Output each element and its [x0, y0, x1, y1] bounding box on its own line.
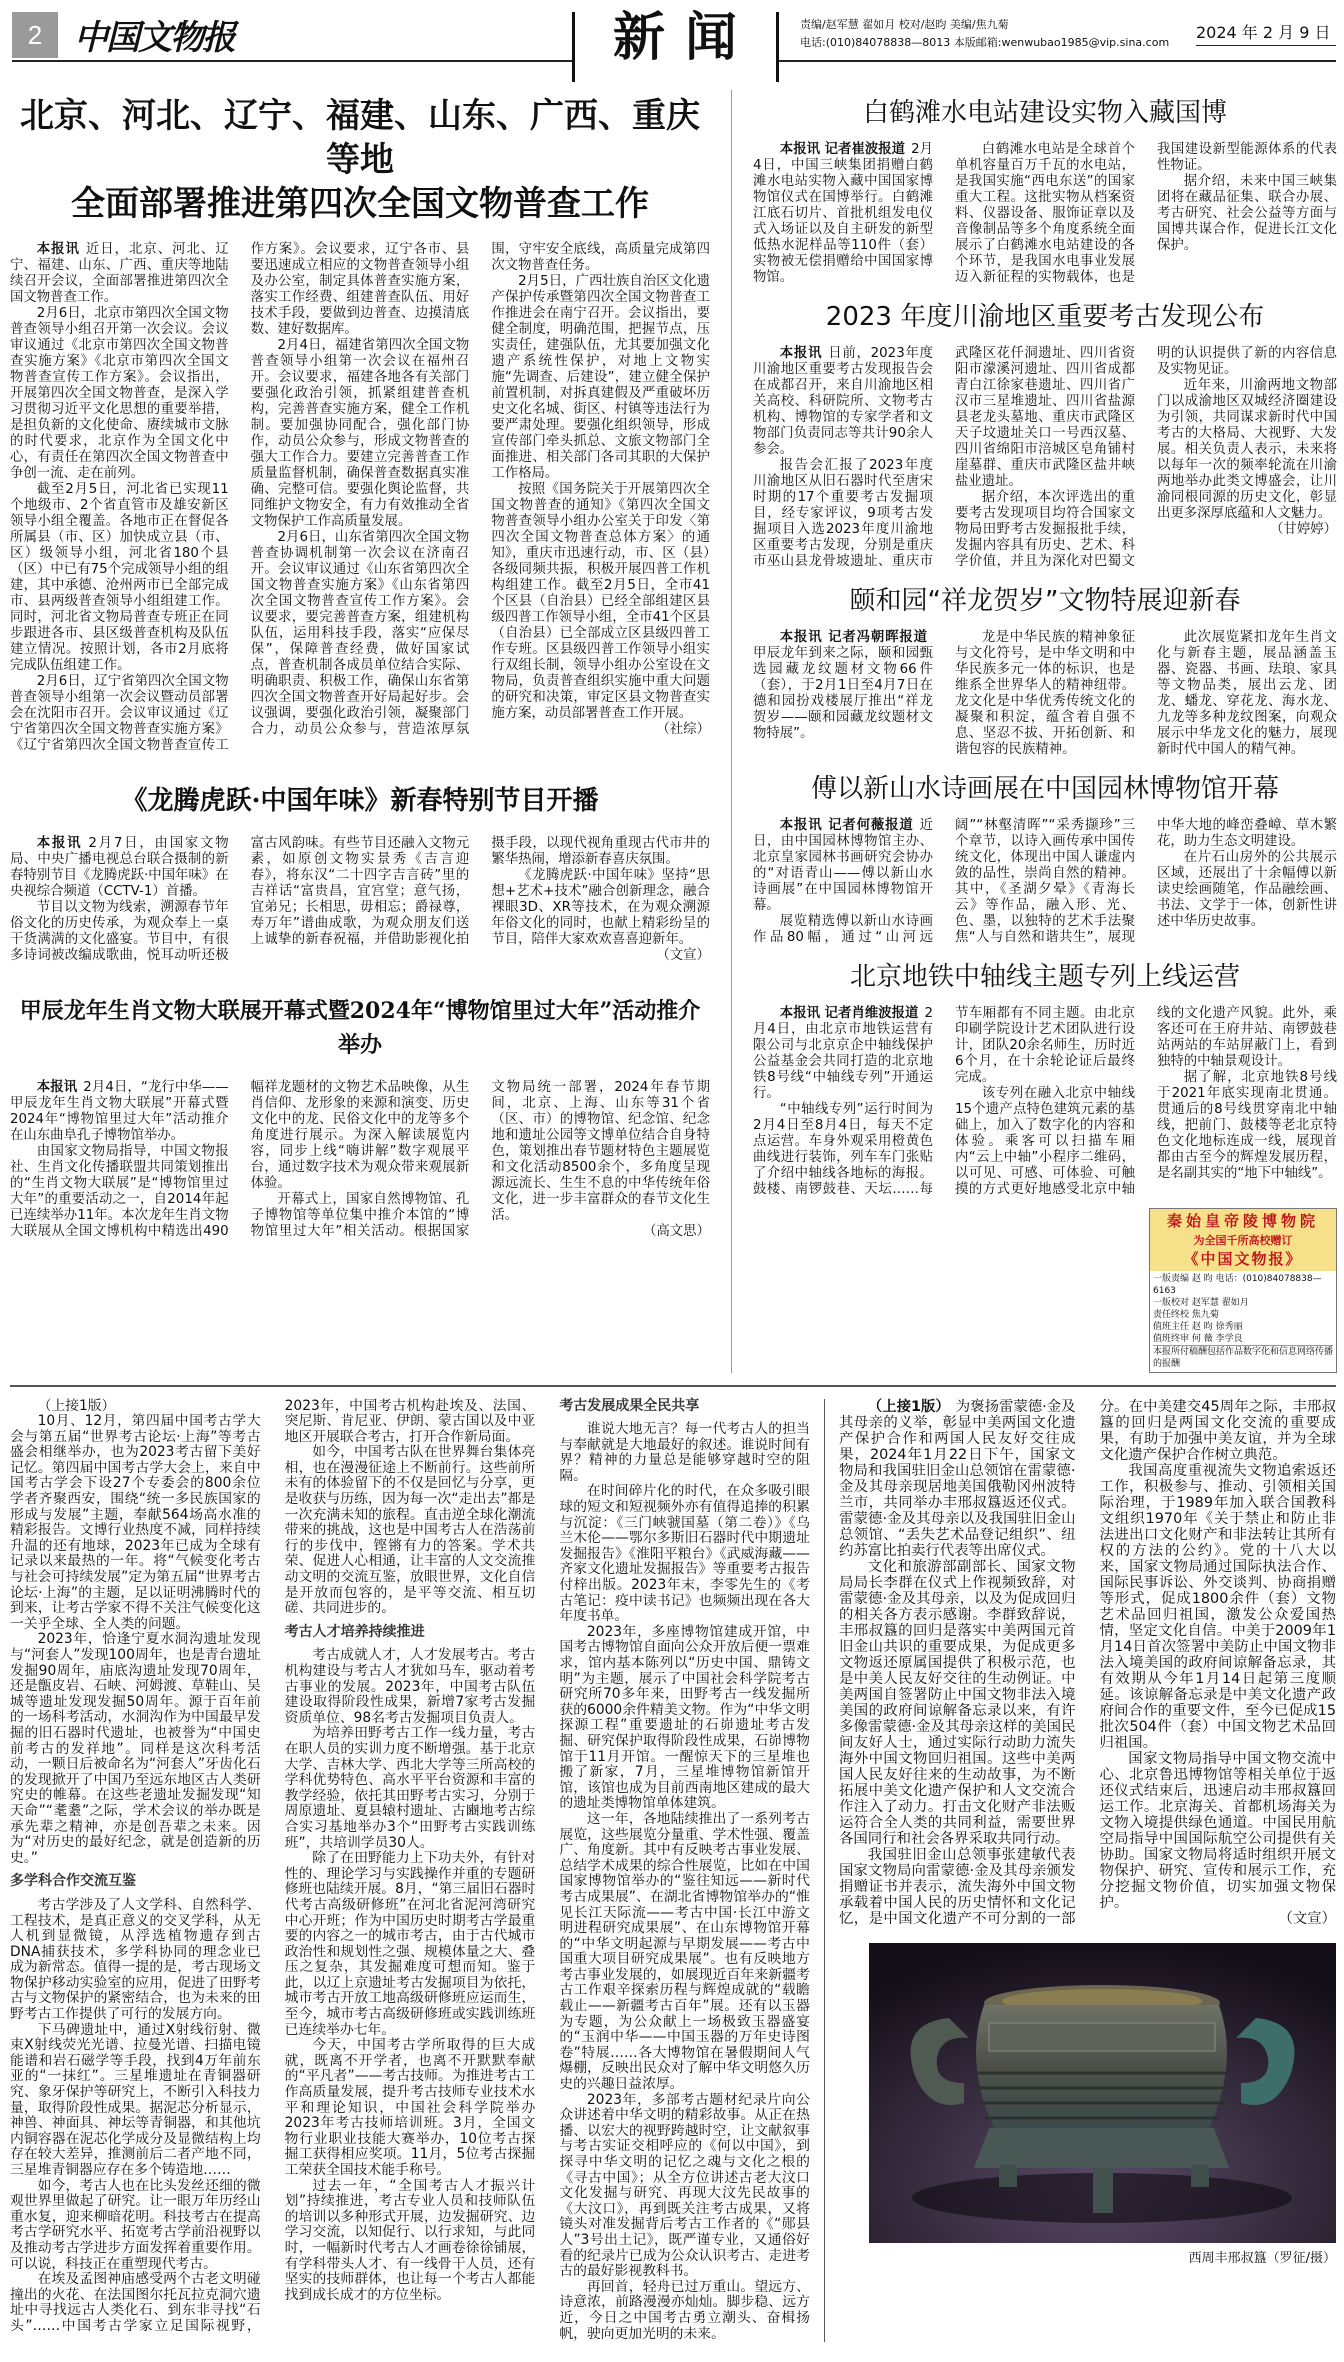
paragraph: 为培养田野考古工作一线力量，考古在职人员的实训力度不断增强。基于北京大学、吉林大学、西北大学等三所高校的学科优势特色、高水平平台资源和丰富的教学经验，依托其田野考古实习，分别于周原遗址、夏县辕村遗址、古豳地考古综合实习基地举办3个“田野考古实践训练班”，共培训学员30人。 — [284, 1725, 536, 1851]
paragraph: 这一年，各地陆续推出了一系列考古展览，这些展览分量重、学术性强、覆盖广、角度新。其中有反映考古事业发展、总结学术成果的综合性展览，比如在中国国家博物馆举办的“鉴往知远——新时代考古成果展”、在湖北省博物馆举办的“惟见长江天际流——考古中国·长江中游文明进程研究成果展”、在山东博物馆开幕的“中华文明起源与早期发展——考古中国重大项目研究成果展”。也有反映地方考古事业发展的，如展现近百年来新疆考古工作艰辛探索历程与辉煌成就的“载瞻载止——新疆考古百年”展。还有以玉器为专题，为公众献上一场极致玉器盛宴的“玉润中华——中国玉器的万年史诗图卷”特展……各大博物馆在暑假期间人气爆棚，反映出民众对了解中华文明悠久历史的兴趣日益浓厚。 — [559, 1810, 810, 2093]
paragraph — [753, 142, 933, 286]
paragraph-text: 2月4日，由北京市地铁运营有限公司与北京京企中轴线保护公益基金会共同打造的北京地铁8号线“中轴线专列”开通运行。 — [753, 1006, 933, 1101]
dateline: 本报讯 记者肖维波报道 — [779, 1006, 919, 1021]
staff-row: 一版责编 赵 昀 电话：(010)84078838—6163 — [1153, 1274, 1322, 1296]
paragraph: 如今，中国考古队在世界舞台集体亮相，也在漫漫征途上不断前行。这些前所未有的体验留下的不仅是回忆与分享，更是收获与历练，因为每一次“走出去”都是一次充满未知的旅程。直击逆全球化潮流带来的挑战，这也是中国考古人在浩荡前行的步伐中，铿锵有力的答案。学术共荣、促进人心相通，让丰富的人文交流推动文明的交流互鉴，放眼世界，文化自信是开放而包容的，是平等交流、相互切磋、共同进步的。 — [284, 1444, 536, 1617]
section-subhead: 多学科合作交流互鉴 — [10, 1873, 136, 1890]
archaeology-review — [10, 1399, 810, 2343]
editors-line: 责编/赵军慧 翟如月 校对/赵昀 美编/焦九菊 — [800, 18, 1009, 31]
paragraph: 开幕式上，国家自然博物馆、孔子博物馆等单位集中推介本馆的“博物馆里过大年”相关活动。根据国家文物局统一部署，2024年春节期间，北京、上海、山东等31个省（区、市）的博物馆、纪念馆、纪念地和遗址公园等文博单位结合自身特色，策划推出春节题材特色主题展览和文化活动8500余个，多角度呈现源远流长、生生不息的中华传统年俗文化，进一步丰富群众的春节文化生活。 — [250, 1080, 710, 1239]
column-divider — [824, 1399, 825, 2343]
fu-yixin-body — [753, 818, 1337, 946]
paragraph: 下马碑遗址中，通过X射线衍射、微束X射线荧光光谱、拉曼光谱、扫描电镜能谱和岩石磁学等手段，找到4万年前东亚的“一抹红”。三星堆遗址在青铜器研究、象牙保护等研究上，不断引入科技力量，取得阶段性成果。据泥芯分析显示，神兽、神面具、神坛等青铜器，和其他坑内铜容器在泥芯化学成分及显微结构上均存在较大差异，推测前后二者产地不同，三星堆青铜器应存在多个铸造地…… — [10, 2021, 261, 2178]
paragraph: 在埃及孟图神庙感受两个古老文明碰撞出的火花、在法国图尔托瓦拉克洞穴遗址中寻找远古人类化石、到东非寻找“石头”……中国考古学家立足国际视野，2023年，中国考古机构赴埃及、法国、突尼斯、肯尼亚、伊朗、蒙古国以及中亚地区开展联合考古，打开合作新局面。 — [10, 1397, 536, 2334]
paragraph — [10, 242, 229, 306]
left-stories — [10, 90, 710, 1240]
paper-logo: 中国文物报 — [74, 18, 234, 58]
paragraph — [753, 818, 933, 914]
issue-date: 2024 年 2 月 9 日 — [1196, 20, 1336, 46]
dateline: 本报讯 — [36, 1080, 78, 1095]
paragraph — [753, 1006, 933, 1102]
sichuan-chongqing-body — [753, 346, 1337, 570]
paragraph: 再回首，轻舟已过万重山。望远方、诗意浓，前路漫漫亦灿灿。脚步稳、远方近，今日之中国考古勇立潮头、奋楫扬帆，驶向更加光明的未来。 — [559, 2278, 810, 2342]
bottom-half — [10, 1399, 1336, 2343]
paragraph: 2月4日，福建省第四次全国文物普查领导小组第一次会议在福州召开。会议要求，福建各地各有关部门要强化政治引领，抓紧组建普查机构，完善普查实施方案，健全工作机制。要加强协同配合，强化部门协作，动员公众参与，形成文物普查的强大工作合力。要建立完善普查工作质量监督机制，确保普查数据真实准确、完整可信。要强化舆论监督，共同维护文物安全，有力有效推动全省文物保护工作高质量发展。 — [250, 338, 470, 529]
paragraph — [753, 346, 933, 458]
paragraph: 过去一年，“全国考古人才振兴计划”持续推进，考古专业人员和技师队伍的培训以多种形式开展，边发掘研究、边学习交流，以知促行、以行求知，与此同时，一幅新时代考古人才画卷徐徐铺展，有学科带头人才、有一线骨干人员，还有坚实的技师群体，也让每一个考古人都能找到成长成才的方位坐标。 — [284, 2177, 536, 2303]
paragraph-text: 2月4日，“龙行中华——甲辰龙年生肖文物大联展”开幕式暨2024年“博物馆里过大年”活动推介在山东曲阜孔子博物馆举办。 — [10, 1080, 229, 1143]
paragraph — [10, 1080, 229, 1144]
paragraph — [839, 1399, 1076, 1559]
paragraph: 2023年，多座博物馆建成开馆，中国考古博物馆自面向公众开放后便一票难求，馆内基本陈列以“历史中国、鼎铸文明”为主题，展示了中国社会科学院考古研究所70多年来，田野考古一线发掘所获的6000余件精美文物。作为“中华文明探源工程”重要遗址的石峁遗址考古发掘、研究保护取得阶段性成果，石峁博物馆于11月开馆。一醒惊天下的三星堆也搬了新家，7月，三星堆博物馆新馆开馆，该馆也成为目前西南地区建成的最大的遗址类博物馆单体建筑。 — [559, 1623, 810, 1812]
bronze-gui-photo — [869, 1943, 1336, 2243]
bronze-gui-image — [869, 1943, 1336, 2243]
paragraph: 2月5日，广西壮族自治区文化遗产保护传承暨第四次全国文物普查工作推进会在南宁召开。会议指出，要健全制度，明确范围，把握节点，压实责任，建强队伍，尤其要加强文化遗产系统性保护，对地上文物实施“先调查、后建设”，建立健全保护前置机制，对拆真建假及严重破坏历史文化名城、街区、村镇等违法行为要严肃处理。要强化组织领导，形成宣传部门牵头抓总、文旅文物部门全面推进、相关部门各司其职的大保护工作格局。 — [491, 274, 710, 481]
paragraph: 谁说大地无言？每一代考古人的担当与奉献就是大地最好的叙述。谁说时间有界？精神的力量总是能够穿越时空的阻隔。 — [559, 1421, 810, 1484]
paragraph — [10, 836, 229, 900]
column-divider — [731, 90, 732, 1373]
tv-special-body — [10, 836, 710, 964]
dateline: （上接1版） — [867, 1398, 950, 1415]
paragraph: 2月6日，山东省第四次全国文物普查协调机制第一次会议在济南召开。会议审议通过《山东省第四次全国文物普查实施方案》《山东省第四次全国文物普查宣传工作方案》。会议要求，要完善普查方案，组建机构队伍，运用科技手段，落实“应保尽保”，保障普查经费，做好国家试点，普查机制各成员单位结合实际、明确职责、积极工作，确保山东省第四次全国文物普查开好局起好步。会议强调，要强化政治引领，凝聚部门合力，动员公众参与，营造浓厚氛围，守牢安全底线，高质量完成第四次文物普查任务。 — [250, 242, 710, 737]
paragraph-text: 近日，由中国园林博物馆主办、北京皇家园林书画研究会协办的“对语青山——傅以新山水诗画展”在中国园林博物馆开幕。 — [753, 818, 933, 913]
paragraph: 龙是中华民族的精神象征与文化符号，是中华文明和中华民族多元一体的标识，也是维系全世界华人的精神纽带。龙文化是中华优秀传统文化的凝聚和积淀，蕴含着自强不息、坚忍不拔、开拓创新、和谐包容的民族精神。 — [955, 630, 1135, 757]
paragraph: “中轴线专列”运行时间为2月4日至8月4日，每天不定点运营。车身外观采用橙黄色曲线进行装饰，列车车门张贴了介绍中轴线各地标的海报。鼓楼、南锣鼓巷、天坛……每节车厢都有不同主题。由北京印刷学院设计艺术团队进行设计，团队20余名师生，历时近6个月，在十余轮论证后最终完成。 — [753, 1006, 1135, 1197]
paragraph-text: 近日，北京、河北、辽宁、福建、山东、广西、重庆等地陆续召开会议，全面部署推进第四次全国文物普查工作。 — [10, 242, 229, 305]
header-divider-right — [776, 12, 779, 82]
gui-return-body — [839, 1399, 1336, 1927]
paragraph: 由国家文物局指导，中国文物报社、生肖文化传播联盟共同策划推出的“生肖文物大联展”是“博物馆里过大年”的重要活动之一，自2014年起已连续举办11年。本次龙年生肖文物大联展从全国文博机构中精选出490幅祥龙题材的文物艺术品映像，从生肖信仰、龙形象的来源和演变、历史文化中的龙、民俗文化中的龙等多个角度进行展示。为深入解读展览内容，同步上线“嗨讲解”数字观展平台，通过数字技术为观众带来观展新体验。 — [10, 1080, 470, 1239]
paragraph: 在片石山房外的公共展示区域，还展出了十余幅傅以新读史绘画随笔，作品融绘画、书法、文学于一体，创新性讲述中华历史故事。 — [1157, 850, 1337, 929]
dateline: 本报讯 记者崔波报道 — [779, 142, 906, 157]
section-subhead: 考古发展成果全民共享 — [559, 1397, 700, 1414]
right-stories — [753, 90, 1337, 1373]
baihetan-body — [753, 142, 1337, 286]
page-number: 2 — [12, 12, 58, 58]
section-title: 新闻 — [612, 7, 757, 68]
subway-headline: 北京地铁中轴线主题专列上线运营 — [849, 962, 1240, 992]
paragraph: 2023年，恰逢宁夏水洞沟遗址发现与“河套人”发现100周年，也是青台遗址发掘90周年，庙底沟遗址发现70周年，还是甑皮岩、石峡、河姆渡、草鞋山、吴城等遗址发现发掘50周年。源于百年前的一场科考活动，水洞沟作为中国最早发掘的旧石器时代遗址，也被誉为“中国史前考古的发祥地”。同样是这次科考活动，一颗日后被命名为“河套人”牙齿化石的发现掀开了中国乃至远东地区古人类研究史的帷幕。在这些老遗址发掘发现“知天命”“耄耋”之际，学术会议的举办既是承先辈之精神，亦是创吾辈之未来。因为“对历史的最好纪念，就是创造新的历史。” — [10, 1631, 261, 1866]
staff-row: 责任终校 焦九菊 — [1153, 1310, 1219, 1320]
byline: （文宣） — [1278, 1910, 1336, 1927]
paragraph: 展览精选傅以新山水诗画作品80幅，通过“山河远阔”“林壑清晖”“采秀撷珍”三个章节，以诗入画传承中国传统文化，体现出中国人谦虚内敛的品性，崇尚自然的精神。其中，《圣湖夕晕》《青海长云》等作品，融入形、光、色、墨，以独特的艺术手法聚焦“人与自然和谐共生”，展现中华大地的峰峦叠嶂、草木繁花，助力生态文明建设。 — [753, 818, 1337, 945]
byline: （高文思） — [643, 1224, 710, 1239]
ad-banner — [1150, 1209, 1336, 1271]
paragraph: 今天，中国考古学所取得的巨大成就，既离不开学者，也离不开默默奉献的“平凡者”——考古技师。为推进考古工作高质量发展，提升考古技师专业技术水平和理论知识，中国社会科学院举办2023年考古技师培训班。3月，全国文物行业职业技能大赛举办，10位考古探掘工获得相应奖项。11月，5位考古探掘工荣获全国技术能手称号。 — [284, 2037, 536, 2178]
dateline: 本报讯 记者冯朝晖报道 — [779, 630, 927, 645]
paragraph-text: 甲辰龙年到来之际，颐和园甄选园藏龙纹题材文物66件（套），于2月1日至4月7日在德和园扮戏楼展厅推出“祥龙贺岁——颐和园藏龙纹题材文物特展”。 — [753, 646, 933, 741]
lead-headline — [10, 94, 710, 226]
paragraph: 近年来，川渝两地文物部门以成渝地区双城经济圈建设为引领，共同谋求新时代中国考古的大格局、大视野、大发展。相关负责人表示，未来将以每年一次的频率轮流在川渝两地举办此类文博盛会，让川渝同根同源的历史文化，彰显出更多深厚底蕴和人文魅力。 — [1157, 378, 1337, 521]
paragraph-text: 日前，2023年度川渝地区重要考古发现报告会在成都召开，来自川渝地区相关高校、科研院所、文物考古机构、博物馆的专家学者和文物部门负责同志等共计90余人参会。 — [753, 346, 933, 457]
paragraph: 考古成就人才，人才发展考古。考古机构建设与考古人才犹如马车，驱动着考古事业的发展。2023年，中国考古队伍建设取得阶段性成果，新增7家考古发掘资质单位、98名考古发掘项目负责人。 — [284, 1647, 536, 1726]
paragraph-text: 2月4日，中国三峡集团捐赠白鹤滩水电站实物入藏中国国家博物馆仪式在国博举行。白鹤滩江底石切片、首批机组发电仪式入场证以及自主研发的新型低热水泥样品等110件（套）实物被无偿捐赠给中国国家博物馆。 — [753, 142, 933, 285]
ad-subtitle: 为全国千所高校赠订 — [1193, 1234, 1293, 1247]
paragraph-text: 为褒扬雷蒙德·金及其母亲的义举，彰显中美两国文化遗产保护合作和两国人民友好交往成果，2024年1月22日下午，国家文物局和我国驻旧金山总领馆在雷蒙德·金及其母亲现居地美国俄勒冈州波特兰市，共同举办丰邢叔簋返还仪式。雷蒙德·金及其母亲以及我国驻旧金山总领馆、“丢失艺术品登记组织”、纽约苏富比拍卖行代表等出席仪式。 — [839, 1398, 1076, 1559]
archaeology-review-body — [10, 1399, 810, 2343]
paragraph: 按照《国务院关于开展第四次全国文物普查的通知》《第四次全国文物普查领导小组办公室关于印发〈第四次全国文物普查总体方案〉的通知》，重庆市迅速行动，市、区（县）各级同频共振，积极开展四普工作机构组建工作。截至2月5日，全市41个区县（自治县）已经全部组建区县级四普工作领导小组，全市41个区县（自治县）已全部成立区县级四普工作专班。区县级四普工作领导小组实行双组长制，领导小组办公室设在文物局，负责普查组织实施中重大问题的研究和决策，审定区县文物普查实施方案，动员部署普查工作开展。 — [491, 482, 710, 721]
paragraph — [753, 630, 933, 742]
staff-row: 一版校对 赵军慧 翟如月 — [1153, 1298, 1249, 1308]
staff-row: 值班终审 何 薇 李学良 — [1153, 1334, 1243, 1344]
zodiac-exhibition-headline: 甲辰龙年生肖文物大联展开幕式暨2024年“博物馆里过大年”活动推介举办 — [19, 998, 701, 1058]
ad-paper-name: 《中国文物报》 — [1183, 1250, 1303, 1268]
tv-special-headline: 《龙腾虎跃·中国年味》新春特别节目开播 — [121, 786, 599, 816]
dateline: 本报讯 — [779, 346, 823, 361]
baihetan-headline: 白鹤滩水电站建设实物入藏国博 — [862, 98, 1227, 128]
paragraph: 白鹤滩水电站是全球首个单机容量百万千瓦的水电站，是我国实施“西电东送”的国家重大工程。这批实物从档案资料、仪器设备、服饰证章以及音像制品等多个角度系统全面展示了白鹤滩水电站建设的各个环节，是我国水电事业发展迈入新征程的实物载体，也是我国建设新型能源体系的代表性物证。 — [955, 142, 1337, 285]
contact-line: 电话:(010)84078838—8013 本版邮箱:wenwubao1985@vip.sina.com — [800, 36, 1170, 49]
page-fold-rule — [10, 1385, 1336, 1387]
masthead — [0, 0, 1344, 84]
paragraph: 2月6日，北京市第四次全国文物普查领导小组召开第一次会议。会议审议通过《北京市第四次全国文物普查实施方案》《北京市第四次全国文物普查宣传工作方案》。会议指出，开展第四次全国文物普查，是深入学习贯彻习近平文化思想的重要举措，是担负新的文化使命、赓续城市文脉的时代要求，北京作为全国文化中心，有责任在第四次全国文物普查中争创一流、走在前列。 — [10, 306, 229, 481]
subway-body — [753, 1006, 1337, 1198]
paragraph: 该专列在融入北京中轴线15个遗产点特色建筑元素的基础上，加入了数字化的内容和体验。乘客可以扫描车厢内“云上中轴”小程序二维码，以可见、可感、可体验、可触摸的方式更好地感受北京中轴线的文化遗产风貌。此外，乘客还可在王府井站、南锣鼓巷站两站的车站屏蔽门上，看到独特的中轴景观设计。 — [955, 1006, 1337, 1197]
paragraph: 据了解，北京地铁8号线于2021年底实现南北贯通。贯通后的8号线贯穿南北中轴线，把前门、鼓楼等老北京特色文化地标连成一线，展现首都由古至今的辉煌发展历程，是名副其实的“地下中轴线”。 — [1157, 1070, 1337, 1181]
paragraph: 此次展览紧扣龙年生肖文化与新春主题，展品涵盖玉器、瓷器、书画、珐琅、家具等文物品类，展出云龙、团龙、蟠龙、穿花龙、海水龙、九龙等多种龙纹图案，向观众展示中华龙文化的魅力，展现新时代中国人的精气神。 — [1157, 630, 1337, 757]
paragraph: 10月、12月，第四届中国考古学大会与第五届“世界考古论坛·上海”等考古盛会相继举办，也为2023考古留下美好记忆。第四届中国考古学大会上，来自中国考古学会下设27个专委会的800余位学者齐聚西安，围绕“统一多民族国家的形成与发展”主题，奉献564场高水准的精彩报告。文博行业热度不减，同样持续升温的还有地球，2023年已成为全球有记录以来最热的一年。将“气候变化考古与社会可持续发展”定为第五届“世界考古论坛·上海”的主题，足以证明沸腾时代的到来，让考古学家不得不关注气候变化这一关乎全球、全人类的问题。 — [10, 1413, 261, 1632]
paragraph: 国家文物局指导中国文物交流中心、北京鲁迅博物馆等相关单位于返还仪式结束后，迅速启动丰邢叔簋回运工作。北京海关、首都机场海关为文物入境提供绿色通道。中国民用航空局指导中国国际航空公司提供有关协助。国家文物局将适时组织开展文物保护、研究、宣传和展示工作，充分挖掘文物价值，切实加强文物保护。 — [1099, 1750, 1336, 1911]
summer-palace-body — [753, 630, 1337, 758]
paragraph: 考古学涉及了人文学科、自然科学、工程技术，是真正意义的交叉学科，从无人机到显微镜，从浮选植物遗存到古DNA捕获技术，多学科协同的理念业已成为新常态。值得一提的是，考古现场文物保护移动实验室的应用，促进了田野考古与文物保护的紧密结合，也为未来的田野考古工作提供了可行的发展方向。 — [10, 1896, 261, 2023]
paragraph: 节目以文物为线索，溯源春节年俗文化的历史传承，为观众奉上一桌干货满满的文化盛宴。节目中，有很多诗词被改编成歌曲，悦耳动听还极富古风韵味。有些节目还融入文物元素，如原创文物实景秀《吉言迎春》，将东汉“二十四字吉言砖”里的吉祥话“富贵昌，宜宫堂；意气扬，宜弟兄；长相思，毋相忘；爵禄尊，寿万年”谱曲成歌，为观众朋友们送上诚挚的新春祝福，并借助影视化拍摄手段，以现代视角重现古代市井的繁华热闹，增添新春喜庆氛围。 — [10, 836, 710, 963]
paragraph: 在时间碎片化的时代，在众多吸引眼球的短文和短视频外亦有值得追捧的积累与沉淀：《三门峡虢国墓（第二卷）》《乌兰木伦——鄂尔多斯旧石器时代中期遗址发掘报告》《淮阳平粮台》《武威海藏——齐家文化遗址发掘报告》等重要考古报告付梓出版。2023年末，李零先生的《考古笔记：疫中读书记》也频频出现在各大年度书单。 — [559, 1483, 810, 1625]
lead-headline-line2: 全面部署推进第四次全国文物普查工作 — [71, 184, 649, 224]
editors-info — [800, 16, 1185, 52]
subscription-ad-box — [1149, 1208, 1337, 1373]
byline: （文宣） — [656, 948, 710, 963]
lead-headline-line1: 北京、河北、辽宁、福建、山东、广西、重庆等地 — [20, 96, 700, 180]
zodiac-exhibition-body — [10, 1080, 710, 1240]
paragraph: 2023年，多部考古题材纪录片向公众讲述着中华文明的精彩故事。从正在热播、以宏大的视野跨越时空，让文献叙事与考古实证交相呼应的《何以中国》，到探寻中华文明的记忆之魂与文化之根的《寻古中国》；从全方位讲述古老大汶口文化发掘与研究、再现大汶先民故事的《大汶口》，再到既关注考古成果，又将镜头对准发掘背后考古工作者的《“郧县人”3号出土记》，既严谨专业，又通俗好看的纪录片已成为公众认识考古、走进考古的最好影视教科书。 — [559, 2091, 810, 2280]
paragraph: 我国高度重视流失文物追索返还工作，积极参与、推动、引领相关国际治理，于1989年加入联合国教科文组织1970年《关于禁止和防止非法进出口文化财产和非法转让其所有权的方法的公约》。党的十八大以来，国家文物局通过国际执法合作、国际民事诉讼、外交谈判、协商捐赠等形式，促成1800余件（套）文物艺术品回归祖国，激发公众爱国热情，坚定文化自信。中美于2009年1月14日首次签署中美防止中国文物非法入境美国的政府间谅解备忘录，其有效期从今年1月14日起第三度顺延。该谅解备忘录是中美文化遗产政府间合作的重要文件，至今已促成15批次504件（套）中国文物艺术品回归祖国。 — [1099, 1462, 1336, 1751]
fu-yixin-headline: 傅以新山水诗画展在中国园林博物馆开幕 — [810, 774, 1279, 804]
royalty-note: 本报所付稿酬包括作品数字化和信息网络传播的报酬 — [1153, 1347, 1334, 1369]
staff-list — [1150, 1271, 1336, 1372]
paragraph: 《龙腾虎跃·中国年味》坚持“思想+艺术+技术”融合创新理念，融合裸眼3D、XR等技术，在为观众溯源年俗文化的同时，也献上精彩纷呈的节目，陪伴大家欢欢喜喜迎新年。 — [491, 868, 710, 947]
paragraph: 如今，考古人也在比头发丝还细的微观世界里做起了研究。让一眼万年历经山重水复，迎来柳暗花明。科技考古在提高考古学研究水平、拓宽考古学前沿视野以及推动考古学进步方面发挥着重要作用。可以说，科技正在重塑现代考古。 — [10, 2177, 261, 2272]
summer-palace-headline: 颐和园“祥龙贺岁”文物特展迎新春 — [849, 586, 1241, 616]
byline: （甘婷婷） — [1270, 522, 1337, 537]
dateline: 本报讯 — [36, 836, 83, 851]
paragraph: 报告会汇报了2023年度川渝地区从旧石器时代至唐宋时期的17个重要考古发掘项目，经专家评议，9项考古发掘项目入选2023年度川渝地区重要考古发现，分别是重庆市巫山县龙骨坡遗址、重庆市武隆区花仟洞遗址、四川省资阳市濛溪河遗址、四川省成都青白江徐家巷遗址、四川省广汉市三星堆遗址、四川省盐源县老龙头墓地、重庆市武隆区天子坟遗址关口一号西汉墓、四川省绵阳市涪城区皂角铺村崖墓群、重庆市武隆区盐井峡盐业遗址。 — [753, 346, 1135, 569]
dateline: 本报讯 记者何薇报道 — [779, 818, 914, 833]
ad-museum-name: 秦始皇帝陵博物院 — [1166, 1212, 1319, 1230]
paragraph: 据介绍，本次评选出的重要考古发现项目均符合国家文物局田野考古发掘报批手续，发掘内容具有历史、艺术、科学价值，并且为深化对巴蜀文明的认识提供了新的内容信息及实物见证。 — [955, 346, 1337, 569]
paragraph: 截至2月5日，河北省已实现11个地级市、2个省直管市及雄安新区领导小组全覆盖。各地市正在督促各所属县（市、区）加快成立县（市、区）级领导小组，河北省180个县（区）中已有75个完成领导小组的组建，其中承德、沧州两市已全部完成市、县两级普查领导小组组建工作。同时，河北省文物局普查专班正在同步跟进各市、县区级普查机构及队伍建立情况。按照计划，各市2月底将完成队伍组建工作。 — [10, 482, 229, 673]
paragraph: 2月6日，辽宁省第四次全国文物普查领导小组第一次会议暨动员部署会在沈阳市召开。会议审议通过《辽宁省第四次全国文物普查实施方案》《辽宁省第四次全国文物普查宣传工作方案》。会议要求，辽宁各市、县要迅速成立相应的文物普查领导小组及办公室，制定具体普查实施方案，落实工作经费、组建普查队伍、用好技术手段，要做到边普查、边摸清底数、建好数据库。 — [10, 242, 470, 753]
paragraph: 我国驻旧金山总领事张建敏代表国家文物局向雷蒙德·金及其母亲颁发捐赠证书并表示，流失海外中国文物承载着中国人民的历史情怀和文化记忆，是中国文化遗产不可分割的一部分。在中美建交45周年之际，丰邢叔簋的回归是两国文化交流的重要成果，有助于加强中美友谊，并为全球文化遗产保护合作树立典范。 — [839, 1398, 1336, 1927]
header-rule-left — [12, 60, 573, 62]
paragraph: 据介绍，未来中国三峡集团将在藏品征集、联合办展、考古研究、社会公益等方面与国博共谋合作，促进长江文化保护。 — [1157, 174, 1337, 253]
paragraph: 文化和旅游部副部长、国家文物局局长李群在仪式上作视频致辞，对雷蒙德·金及其母亲，以及为促成回归的相关各方表示感谢。李群致辞说，丰邢叔簋的回归是落实中美两国元首旧金山共识的重要成果，为促成更多文物返还原属国提供了积极示范，也是中美人民友好交往的生动例证。中美两国自签署防止中国文物非法入境美国的政府间谅解备忘录以来，有许多像雷蒙德·金及其母亲这样的美国民间友好人士，通过实际行动助力流失海外中国文物回归祖国。这些中美两国人民友好往来的生动故事，为不断拓展中美文化遗产保护和人文交流合作注入了动力。打击文化财产非法贩运符合全人类的共同利益，需要世界各国同行和社会各界采取共同行动。 — [839, 1558, 1076, 1847]
sichuan-chongqing-headline: 2023 年度川渝地区重要考古发现公布 — [825, 302, 1265, 332]
lead-story-body — [10, 242, 710, 754]
paragraph: 除了在田野能力上下功夫外，有针对性的、理论学习与实践操作并重的专题研修班也陆续开展。8月，“第三届旧石器时代考古高级研修班”在河北省泥河湾研究中心开班；作为中国历史时期考古学最重要的内容之一的城市考古，由于古代城市政治性和规划性之强、规模体量之大、叠压之复杂，其发掘难度可想而知。鉴于此，以辽上京遗址考古发掘项目为依托，城市考古开放工地高级研修班应运而生，至今，城市考古高级研修班或实践训练班已连续举办七年。 — [284, 1850, 536, 2038]
paragraph: （上接1版） — [37, 1397, 116, 1414]
gui-return-story — [839, 1399, 1336, 2266]
top-half — [10, 90, 1336, 1373]
dateline: 本报讯 — [36, 242, 80, 257]
header-rule-right — [778, 60, 1336, 62]
header-divider-left — [572, 12, 575, 82]
section-subhead: 考古人才培养持续推进 — [284, 1623, 425, 1640]
staff-row: 值班主任 赵 昀 徐秀丽 — [1153, 1322, 1243, 1332]
photo-caption: 西周丰邢叔簋（罗征/摄） — [1188, 2250, 1336, 2266]
byline: （社综） — [656, 722, 710, 737]
paragraph-text: 2月7日，由国家文物局、中央广播电视总台联合摄制的新春特别节目《龙腾虎跃·中国年味》在央视综合频道（CCTV-1）首播。 — [10, 836, 229, 899]
